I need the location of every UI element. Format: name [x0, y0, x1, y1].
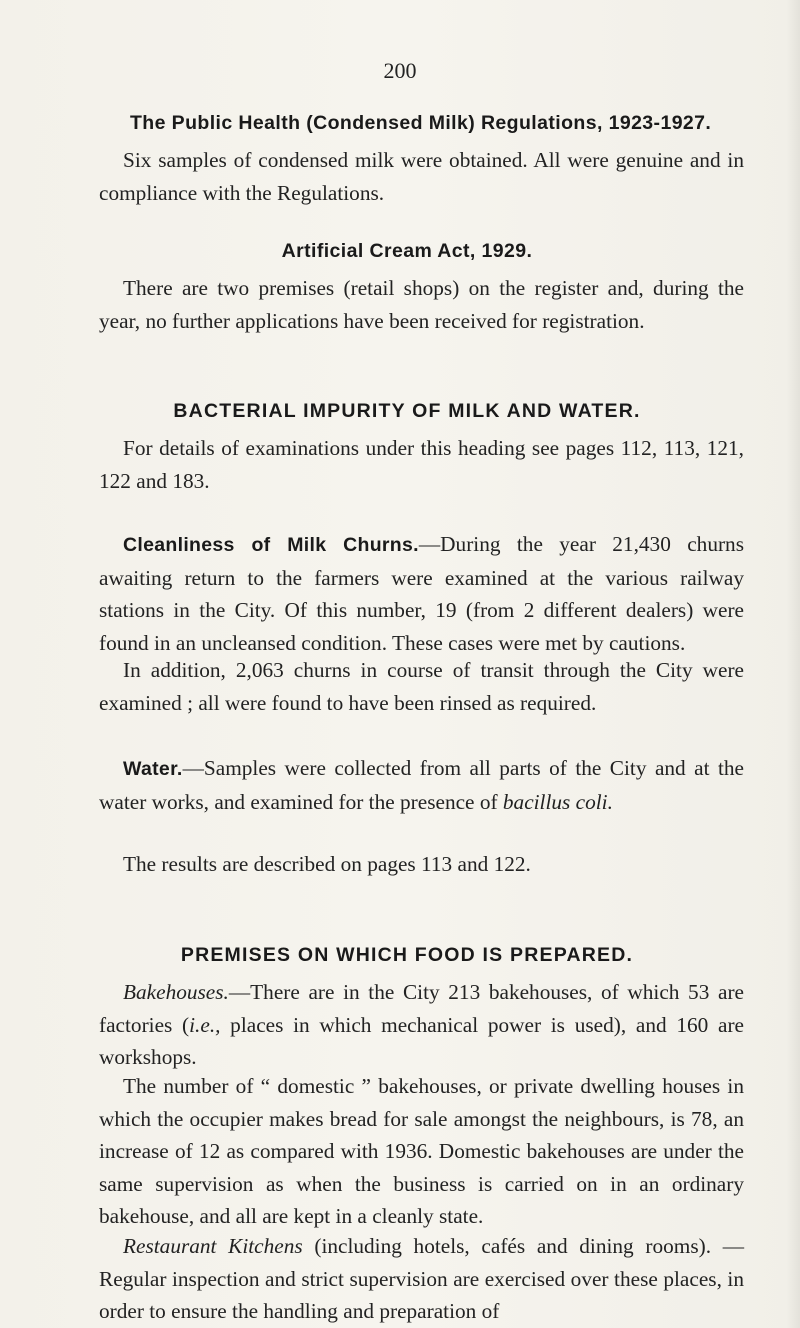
bakehouses-text-b: places in which mechanical power is used), and 160 are workshops.: [99, 1012, 744, 1069]
paragraph-condensed-milk-text: Six samples of condensed milk were obtained. All were genuine and in compliance with the Regulations.: [99, 148, 744, 205]
paragraph-domestic-bakehouses-text: The number of “ domestic ” bakehouses, or private dwelling houses in which the occupier makes bread for sale amongst the neighbours, is 78, an increase of 12 as compared with 1936. Domestic bakehouses are under the same supervision as when the business is carried on in an ordinary bakehouse, and all are kept in a cleanly state.: [99, 1074, 744, 1228]
page-edge-shadow: [786, 0, 800, 1328]
paragraph-artificial-cream: [99, 272, 744, 337]
paragraph-domestic-bakehouses: [99, 1070, 744, 1233]
heading-bacterial-impurity: BACTERIAL IMPURITY OF MILK AND WATER.: [173, 400, 641, 422]
paragraph-bakehouses: [99, 976, 744, 1074]
bakehouses-label: Bakehouses.: [123, 980, 229, 1004]
paragraph-cleanliness: [99, 528, 744, 659]
paragraph-cleanliness-transit-text: In addition, 2,063 churns in course of transit through the City were examined ; all were found to have been rinsed as required.: [99, 658, 744, 715]
paragraph-water-italic: bacillus coli.: [502, 789, 613, 814]
paragraph-water: [99, 752, 744, 818]
heading-artificial-cream: Artificial Cream Act, 1929.: [281, 240, 533, 262]
heading-premises: PREMISES ON WHICH FOOD IS PREPARED.: [180, 944, 634, 966]
paragraph-bacterial-impurity-text: For details of examinations under this heading see pages 112, 113, 121, 122 and 183.: [99, 436, 744, 493]
page-number: 200: [383, 58, 417, 83]
paragraph-bacterial-impurity: [99, 432, 744, 497]
bakehouses-text-a: —There are in the City 213 bakehouses, of which 53 are factories (: [99, 980, 744, 1037]
heading-condensed-milk: The Public Health (Condensed Milk) Regulations, 1923-1927.: [130, 112, 712, 134]
restaurant-text: (including hotels, cafés and dining rooms). —Regular inspection and strict supervision are exercised over these places, in order to ensure the handling and preparation of: [99, 1234, 744, 1323]
paragraph-water-results-text: The results are described on pages 113 and 122.: [123, 852, 531, 876]
runhead-water: Water.: [123, 758, 183, 780]
restaurant-label: Restaurant Kitchens: [123, 1234, 303, 1258]
paragraph-artificial-cream-text: There are two premises (retail shops) on the register and, during the year, no further applications have been received for registration.: [99, 276, 744, 333]
paragraph-condensed-milk: [99, 144, 744, 209]
paragraph-restaurant-kitchens: [99, 1230, 744, 1328]
bakehouses-ie: i.e.,: [189, 1012, 221, 1037]
paragraph-cleanliness-text: —During the year 21,430 churns awaiting return to the farmers were examined at the various railway stations in the City. Of this number, 19 (from 2 different dealers) were found in an uncleansed condition. These cases were met by cautions.: [99, 532, 744, 655]
paragraph-cleanliness-transit: [99, 654, 744, 719]
runhead-cleanliness: Cleanliness of Milk Churns.: [123, 534, 419, 556]
paragraph-water-text: —Samples were collected from all parts of the City and at the water works, and examined for the presence of: [99, 756, 744, 814]
paragraph-water-results: [99, 848, 744, 881]
